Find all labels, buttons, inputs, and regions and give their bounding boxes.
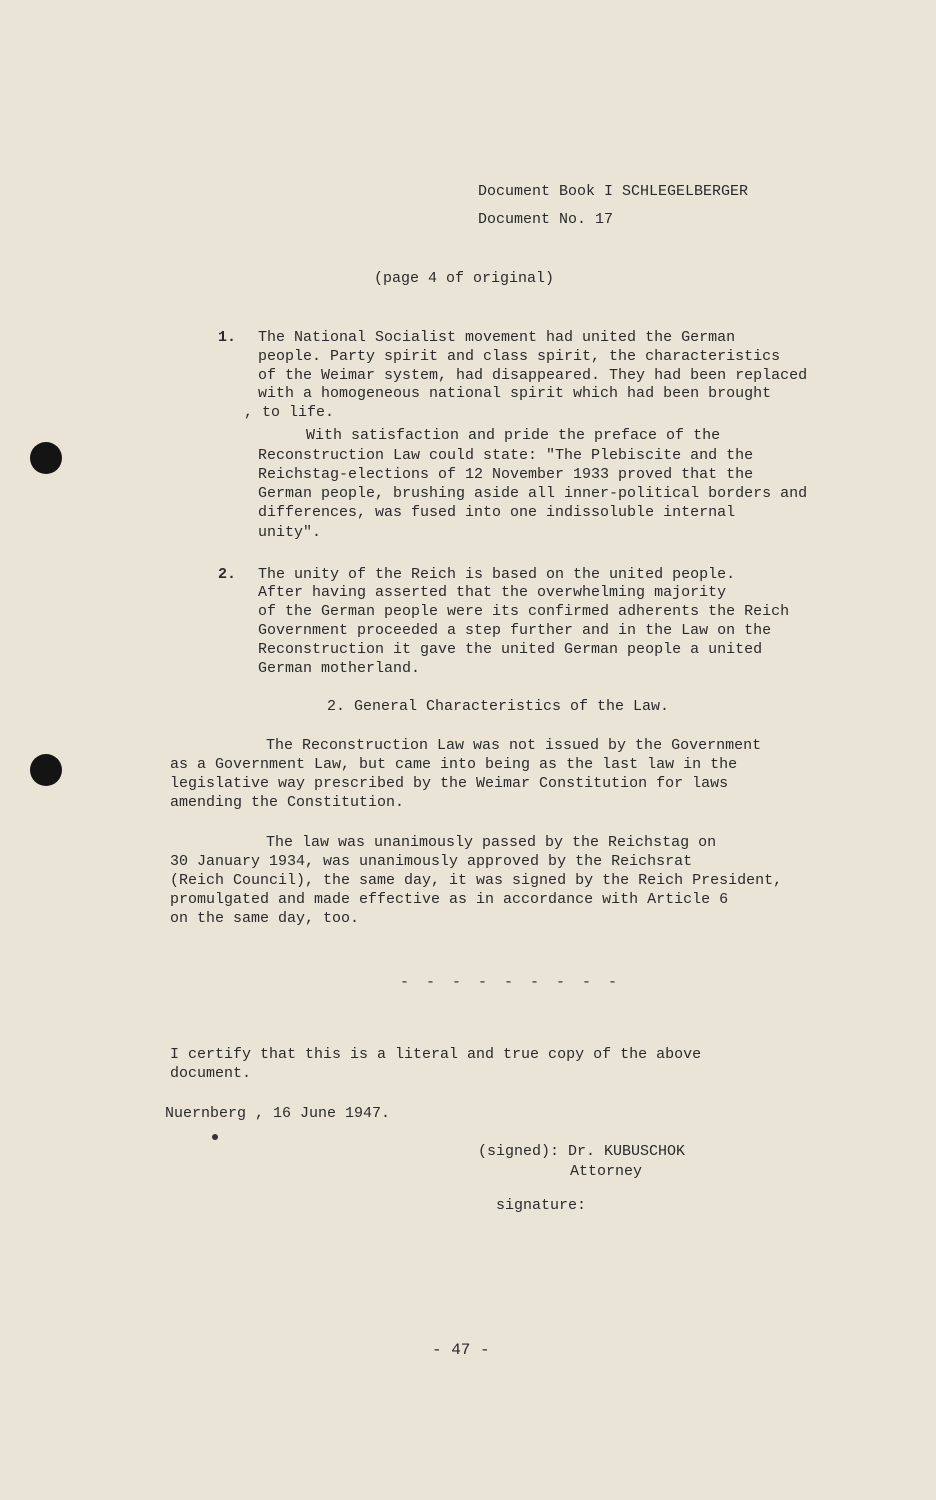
section-2-line: Reconstruction it gave the united German people a united (258, 641, 763, 658)
paragraph-line: amending the Constitution. (170, 794, 405, 811)
section-1-line: with a homogeneous national spirit which had been brought (258, 385, 772, 402)
ink-dot (212, 1134, 218, 1140)
paragraph-line: promulgated and made effective as in accordance with Article 6 (170, 891, 729, 908)
section-1-para2-line: With satisfaction and pride the preface of the (306, 427, 721, 444)
document-book-label: Document Book I SCHLEGELBERGER (478, 183, 749, 200)
punch-hole-bottom (30, 754, 62, 786)
section-1-line: The National Socialist movement had united the German (258, 329, 736, 346)
signer-title: Attorney (570, 1163, 643, 1180)
section-1-number: 1. (218, 329, 237, 346)
section-1-para2-line: Reichstag-elections of 12 November 1933 proved that the (258, 466, 754, 483)
section-2-line: German motherland. (258, 660, 421, 677)
paragraph-line: on the same day, too. (170, 910, 360, 927)
separator-dashes: - - - - - - - - - (400, 974, 622, 991)
section-1-line: of the Weimar system, had disappeared. They had been replaced (258, 367, 808, 384)
signed-by: (signed): Dr. KUBUSCHOK (478, 1143, 686, 1160)
paragraph-line: The Reconstruction Law was not issued by the Government (266, 737, 762, 754)
paragraph-line: as a Government Law, but came into being as the last law in the (170, 756, 738, 773)
certification-line: document. (170, 1065, 252, 1082)
page-number: - 47 - (432, 1341, 490, 1359)
section-2-line: After having asserted that the overwhelming majority (258, 584, 727, 601)
section-1-line: people. Party spirit and class spirit, the characteristics (258, 348, 781, 365)
page-reference: (page 4 of original) (374, 270, 555, 287)
paragraph-line: The law was unanimously passed by the Reichstag on (266, 834, 717, 851)
section-2-line: The unity of the Reich is based on the united people. (258, 566, 736, 583)
section-1-para2-line: Reconstruction Law could state: "The Plebiscite and the (258, 447, 754, 464)
section-2-line: Government proceeded a step further and in the Law on the (258, 622, 772, 639)
section-1-para2-line: German people, brushing aside all inner-political borders and (258, 485, 808, 502)
subheading: 2. General Characteristics of the Law. (327, 698, 670, 715)
section-2-line: of the German people were its confirmed adherents the Reich (258, 603, 790, 620)
section-1-para2-line: unity". (258, 524, 322, 541)
paragraph-line: 30 January 1934, was unanimously approved by the Reichsrat (170, 853, 693, 870)
section-1-para2-line: differences, was fused into one indissoluble internal (258, 504, 736, 521)
signature-label: signature: (496, 1197, 587, 1214)
place-date: Nuernberg , 16 June 1947. (165, 1105, 391, 1122)
paragraph-line: (Reich Council), the same day, it was signed by the Reich President, (170, 872, 783, 889)
paragraph-line: legislative way prescribed by the Weimar Constitution for laws (170, 775, 729, 792)
section-1-line: , to life. (244, 404, 335, 421)
punch-hole-top (30, 442, 62, 474)
document-number: Document No. 17 (478, 211, 614, 228)
section-2-number: 2. (218, 566, 237, 583)
certification-line: I certify that this is a literal and true copy of the above (170, 1046, 702, 1063)
